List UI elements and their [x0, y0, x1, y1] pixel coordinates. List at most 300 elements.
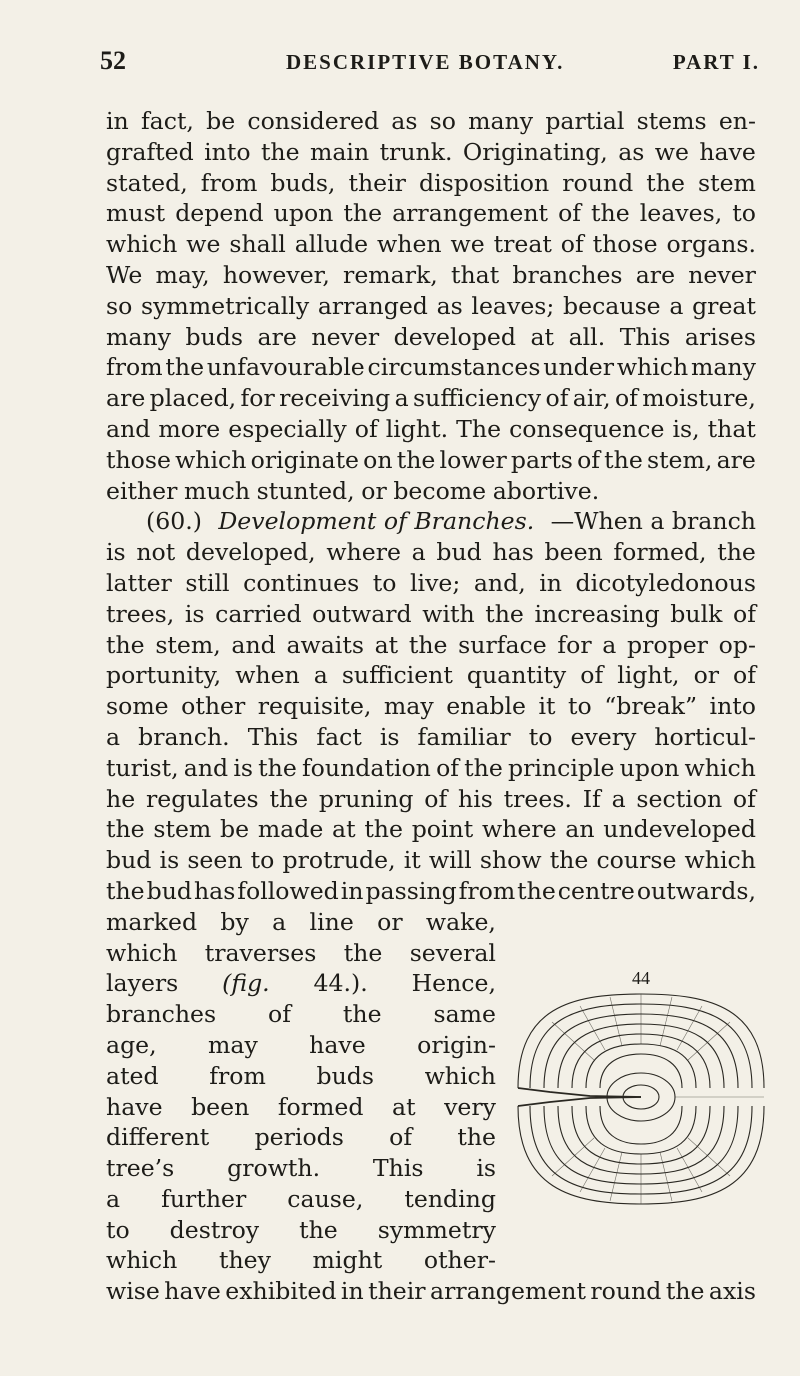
word: the	[665, 1277, 705, 1306]
word: become	[393, 476, 487, 505]
word: awaits	[286, 630, 364, 659]
word: of	[580, 661, 604, 690]
text-line	[106, 876, 756, 907]
word: If	[582, 784, 601, 813]
word: the	[517, 876, 556, 905]
word: have	[164, 1277, 221, 1306]
text-line	[106, 106, 756, 137]
word: all.	[568, 322, 606, 351]
word: to	[528, 722, 553, 751]
word: This	[372, 1154, 424, 1183]
word: 44.).	[313, 969, 368, 998]
word: unfavourable	[206, 353, 365, 382]
word: the	[342, 1000, 382, 1029]
word: those	[106, 445, 171, 474]
word: and	[183, 753, 229, 782]
text-line	[106, 753, 756, 784]
word: into	[204, 137, 251, 166]
word: the	[258, 753, 297, 782]
word: line	[309, 907, 354, 936]
word: the	[106, 815, 145, 844]
word: age,	[106, 1030, 157, 1059]
word: that	[451, 260, 500, 289]
word: which	[424, 1061, 496, 1090]
word: for	[557, 630, 592, 659]
word: a	[669, 291, 684, 320]
word: arranged	[317, 291, 428, 320]
word: outwards,	[636, 876, 756, 905]
word: a	[411, 538, 426, 567]
word: growth.	[227, 1154, 321, 1183]
word: symmetrically	[141, 291, 310, 320]
word: from	[200, 168, 258, 197]
word: buds,	[270, 168, 336, 197]
text-line-narrow	[106, 1184, 496, 1215]
word: leaves;	[471, 291, 555, 320]
word: symmetry	[377, 1215, 496, 1244]
text-line	[106, 322, 756, 353]
word: stated,	[106, 168, 188, 197]
word: parts	[510, 445, 573, 474]
word: he	[106, 784, 136, 813]
word: cause,	[287, 1184, 364, 1213]
word: en-	[718, 107, 756, 135]
word: bud	[146, 876, 192, 905]
word: when	[377, 230, 442, 259]
word: in	[340, 876, 364, 905]
word: of	[436, 753, 459, 782]
word: stem	[153, 815, 212, 844]
word: have	[106, 1092, 163, 1121]
word: abortive.	[492, 476, 600, 505]
word: other-	[423, 1246, 496, 1275]
word: the	[260, 137, 300, 166]
word: originate	[250, 445, 360, 474]
word: carried	[215, 599, 302, 628]
word: stems	[636, 107, 707, 135]
word: where	[326, 538, 401, 567]
word: where	[481, 815, 557, 844]
word: at	[374, 630, 399, 659]
word: the	[299, 1215, 338, 1244]
word: in	[106, 107, 129, 135]
word: remark,	[343, 260, 438, 289]
word: undeveloped	[603, 815, 756, 844]
text-line	[106, 784, 756, 815]
word: of	[268, 1000, 291, 1029]
text-line-narrow	[106, 1245, 496, 1276]
word: a	[106, 722, 121, 751]
text-line	[106, 414, 756, 445]
word: to	[732, 199, 756, 228]
word: protrude,	[282, 846, 396, 875]
word: regulates	[145, 784, 259, 813]
word: of	[733, 661, 756, 690]
word: proper	[627, 630, 708, 659]
word: with	[422, 599, 475, 628]
text-line	[106, 291, 756, 322]
word: which	[616, 353, 689, 382]
word: is	[379, 722, 400, 751]
word: passing	[365, 876, 457, 905]
word: either	[106, 476, 178, 505]
word: layers	[106, 969, 179, 998]
word: to	[250, 846, 275, 875]
word: marked	[106, 907, 198, 936]
text-line	[106, 445, 756, 476]
word: branch.	[138, 722, 230, 751]
word: the	[464, 753, 503, 782]
word: and	[231, 630, 276, 659]
word: a	[602, 630, 617, 659]
word: This	[619, 322, 671, 351]
word: which	[106, 938, 178, 967]
word: foundation	[301, 753, 431, 782]
word: same	[433, 1000, 496, 1029]
word: organs.	[666, 230, 756, 259]
word: may	[208, 1030, 258, 1059]
word: fact,	[140, 107, 194, 135]
text-line	[106, 168, 756, 199]
word: wise	[106, 1277, 160, 1306]
word: point	[411, 815, 474, 844]
word: many	[690, 353, 756, 382]
part-label: PART I.	[672, 50, 760, 74]
word: sufficiency	[413, 384, 542, 413]
word: periods	[254, 1123, 344, 1152]
word: or	[361, 476, 387, 505]
word: placed,	[149, 384, 237, 413]
word: traverses	[204, 938, 317, 967]
word: to	[106, 1215, 130, 1244]
word: be	[220, 815, 250, 844]
word: much	[184, 476, 251, 505]
word: consequence	[509, 414, 665, 443]
word: more	[158, 414, 221, 443]
word: their	[348, 168, 406, 197]
word: been	[191, 1092, 250, 1121]
word: as	[618, 137, 645, 166]
word: as	[436, 291, 463, 320]
word: partial	[545, 107, 625, 135]
running-header	[100, 46, 760, 86]
word: of	[389, 1123, 413, 1152]
word: great	[692, 291, 756, 320]
word: The	[456, 414, 502, 443]
word: many	[468, 107, 534, 135]
text-line-narrow	[106, 938, 496, 969]
word: by	[220, 907, 249, 936]
word: the	[269, 784, 309, 813]
word: been	[544, 538, 603, 567]
word: formed,	[613, 538, 707, 567]
word: the	[717, 538, 756, 567]
word: it	[403, 846, 421, 875]
word: the	[408, 630, 448, 659]
word: be	[206, 107, 236, 135]
word: a	[106, 1184, 121, 1213]
word: so	[429, 107, 456, 135]
word: and,	[473, 568, 526, 597]
section-lead-in: —When a branch	[550, 507, 756, 536]
word: receiving	[279, 384, 391, 413]
text-line	[106, 229, 756, 260]
running-title: DESCRIPTIVE BOTANY.	[286, 50, 565, 74]
word: stunted,	[256, 476, 355, 505]
word: round	[562, 168, 634, 197]
word: very	[444, 1092, 496, 1121]
page-number: 52	[100, 46, 126, 75]
word: is	[106, 538, 126, 567]
word: shall	[229, 230, 286, 259]
word: when	[235, 661, 300, 690]
text-line	[106, 599, 756, 630]
word: many	[106, 322, 171, 351]
text-line-narrow	[106, 999, 496, 1030]
text-line-narrow	[106, 1092, 496, 1123]
word: are	[257, 322, 297, 351]
word: at	[392, 1092, 416, 1121]
word: on	[363, 445, 393, 474]
word: pruning	[318, 784, 414, 813]
word: further	[161, 1184, 247, 1213]
word: is	[476, 1154, 496, 1183]
word: sufficient	[341, 661, 453, 690]
word: portunity,	[106, 661, 222, 690]
word: buds	[316, 1061, 374, 1090]
word: show	[479, 846, 542, 875]
word: latter	[106, 568, 172, 597]
word: must	[106, 199, 166, 228]
word: arrangement	[430, 1277, 586, 1306]
word: the	[106, 630, 145, 659]
word: of	[577, 445, 601, 474]
word: air,	[572, 384, 611, 413]
word: a	[272, 907, 287, 936]
word: are	[106, 384, 146, 413]
word: trees,	[106, 599, 175, 628]
word: from	[458, 876, 516, 905]
word: the	[485, 599, 524, 628]
word: (fig.	[222, 969, 270, 998]
word: are	[716, 445, 756, 474]
text-line-narrow	[106, 1122, 496, 1153]
word: surface	[458, 630, 547, 659]
word: bud	[436, 538, 482, 567]
word: turist,	[106, 753, 179, 782]
word: never	[311, 322, 380, 351]
word: to	[568, 692, 592, 721]
word: quantity	[466, 661, 567, 690]
word: in	[539, 568, 563, 597]
word: different	[106, 1123, 210, 1152]
word: the	[604, 445, 643, 474]
text-line	[106, 845, 756, 876]
word: however,	[222, 260, 330, 289]
word: followed	[237, 876, 339, 905]
word: the	[106, 876, 145, 905]
word: a	[313, 661, 328, 690]
word: section	[636, 784, 723, 813]
word: circumstances	[367, 353, 541, 382]
word: treat	[493, 230, 552, 259]
text-line-narrow	[106, 1215, 496, 1246]
word: is	[159, 846, 180, 875]
word: to	[372, 568, 397, 597]
word: a	[394, 384, 409, 413]
word: fact	[316, 722, 362, 751]
text-line	[106, 198, 756, 229]
word: in	[340, 1277, 364, 1306]
word: and	[106, 414, 151, 443]
word: the	[646, 168, 685, 197]
word: at	[332, 815, 356, 844]
text-line	[106, 476, 756, 507]
text-line-final	[106, 1276, 756, 1307]
word: an	[565, 815, 595, 844]
section-number: (60.)	[146, 507, 202, 536]
word: outward	[312, 599, 412, 628]
word: of	[560, 230, 584, 259]
word: centre	[557, 876, 635, 905]
word: which	[684, 846, 756, 875]
word: upon	[619, 753, 680, 782]
word: still	[185, 568, 230, 597]
word: seen	[187, 846, 243, 875]
word: the	[457, 1123, 496, 1152]
word: for	[240, 384, 275, 413]
word: continues	[243, 568, 360, 597]
word: upon	[273, 199, 334, 228]
word: course	[596, 846, 677, 875]
word: his	[458, 784, 493, 813]
word: or	[693, 661, 720, 690]
word: that	[707, 414, 756, 443]
section-title: Development of Branches.	[218, 507, 535, 536]
word: made	[257, 815, 324, 844]
word: round	[590, 1277, 662, 1306]
word: we	[186, 230, 221, 259]
word: tree’s	[106, 1154, 175, 1183]
word: We	[106, 260, 143, 289]
word: axis	[708, 1277, 756, 1306]
word: disposition	[419, 168, 550, 197]
text-line	[106, 383, 756, 414]
word: are	[635, 260, 676, 289]
word: is	[233, 753, 253, 782]
word: of	[424, 784, 448, 813]
word: which	[175, 445, 247, 474]
word: increasing	[534, 599, 660, 628]
word: of	[354, 414, 378, 443]
text-line-narrow	[106, 907, 496, 938]
word: exhibited	[225, 1277, 337, 1306]
text-line	[106, 722, 756, 753]
word: destroy	[169, 1215, 260, 1244]
word: we	[654, 137, 689, 166]
word: dicotyledonous	[575, 568, 756, 597]
text-line-narrow	[106, 1153, 496, 1184]
text-line-narrow	[106, 968, 496, 999]
word: will	[428, 846, 472, 875]
word: tending	[404, 1184, 496, 1213]
word: other	[181, 692, 246, 721]
text-line	[106, 630, 756, 661]
word: depend	[175, 199, 264, 228]
word: bud	[106, 846, 152, 875]
word: the	[165, 353, 205, 382]
word: the	[549, 846, 589, 875]
word: bulk	[670, 599, 723, 628]
word: not	[136, 538, 176, 567]
word: live;	[409, 568, 461, 597]
word: grafted	[106, 137, 194, 166]
word: leaves,	[639, 199, 723, 228]
word: branches	[512, 260, 623, 289]
word: of	[614, 384, 638, 413]
word: of	[733, 599, 756, 628]
word: formed	[277, 1092, 364, 1121]
word: op-	[718, 630, 756, 659]
word: it	[538, 692, 556, 721]
word: of	[545, 384, 569, 413]
word: might	[312, 1246, 383, 1275]
word: arrangement	[392, 199, 549, 228]
word: have	[309, 1030, 366, 1059]
word: This	[247, 722, 299, 751]
word: stem,	[646, 445, 713, 474]
text-line	[106, 568, 756, 599]
word: the	[591, 199, 630, 228]
word: under	[543, 353, 615, 382]
word: which	[684, 753, 756, 782]
word: stem	[698, 168, 756, 197]
word: buds	[185, 322, 244, 351]
word: from	[209, 1061, 266, 1090]
word: which	[106, 1246, 178, 1275]
word: branches	[106, 1000, 217, 1029]
word: principle	[507, 753, 615, 782]
text-line	[106, 260, 756, 291]
word: may	[383, 692, 434, 721]
word: enable	[446, 692, 527, 721]
word: Hence,	[411, 969, 496, 998]
word: of	[558, 199, 582, 228]
word: the	[364, 815, 403, 844]
word: never	[688, 260, 756, 289]
word: trunk.	[379, 137, 453, 166]
word: familiar	[417, 722, 511, 751]
word: Originating,	[462, 137, 608, 166]
word: the	[343, 938, 383, 967]
text-line-narrow	[106, 1030, 496, 1061]
figure-44	[510, 968, 772, 1210]
word: has	[492, 538, 534, 567]
text-line	[106, 660, 756, 691]
text-line	[106, 537, 756, 568]
word: requisite,	[257, 692, 372, 721]
word: light.	[385, 414, 449, 443]
word: we	[450, 230, 485, 259]
word: they	[218, 1246, 271, 1275]
word: is,	[672, 414, 700, 443]
word: may,	[155, 260, 210, 289]
word: at	[530, 322, 555, 351]
text-line	[106, 814, 756, 845]
word: ated	[106, 1061, 159, 1090]
word: main	[309, 137, 370, 166]
word: the	[343, 199, 383, 228]
